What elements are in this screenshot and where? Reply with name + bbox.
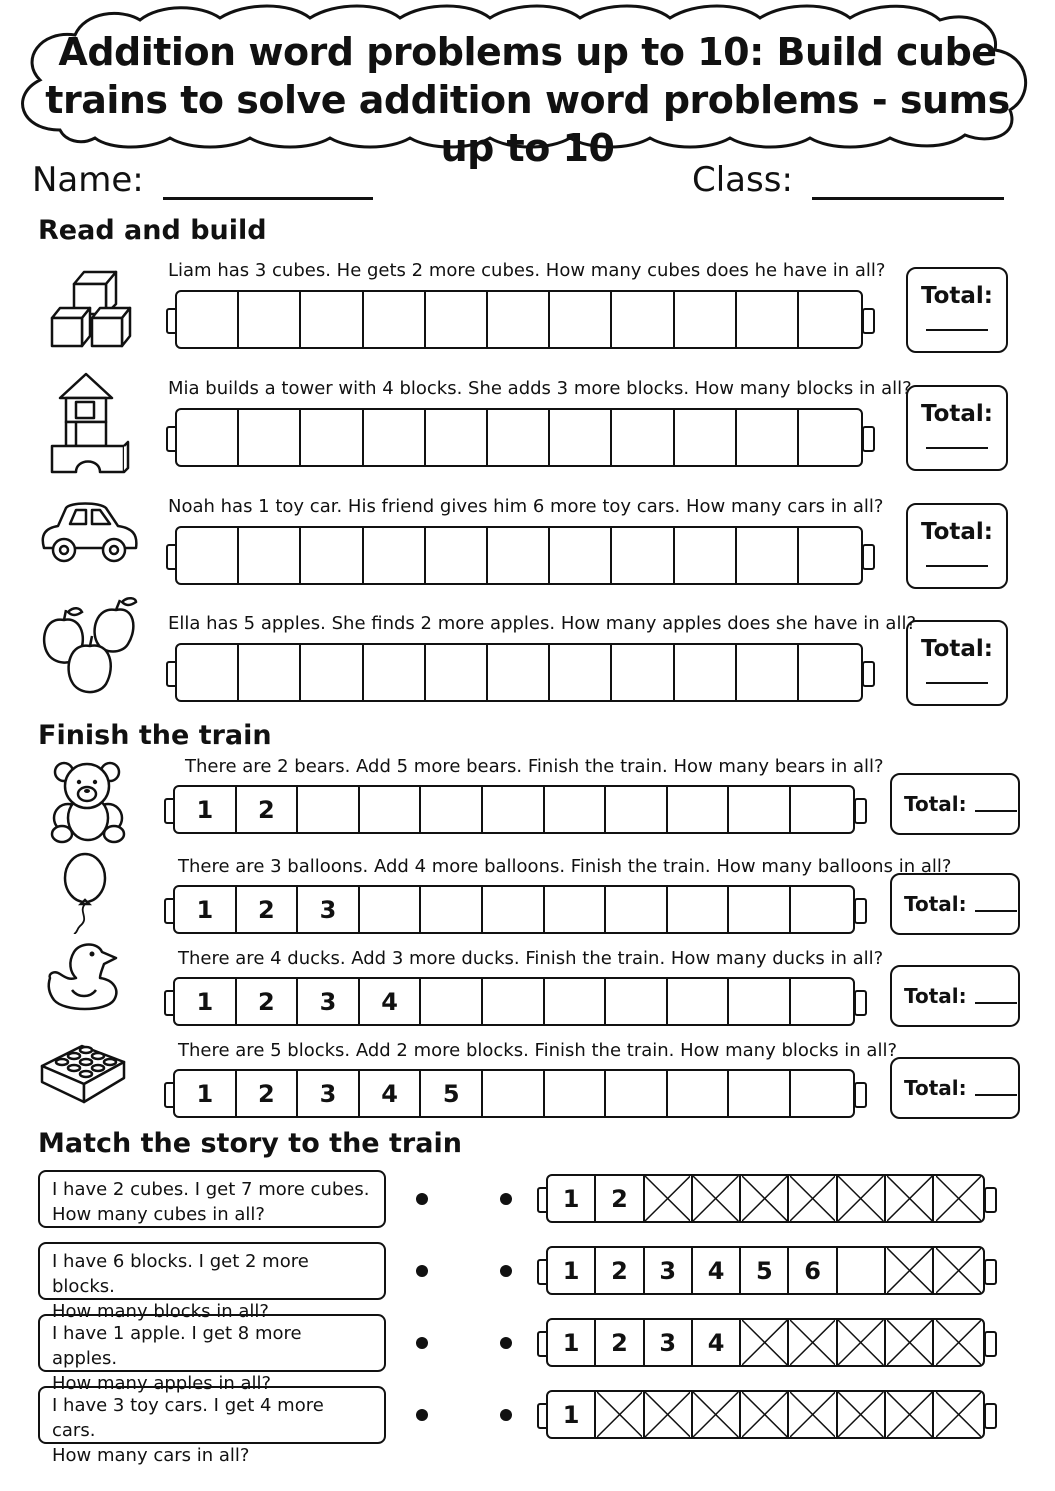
train-cube[interactable] — [729, 887, 791, 932]
read-build-question: Noah has 1 toy car. His friend gives him 6 more toy cars. How many cars in all? — [168, 496, 884, 517]
title-line-1: Addition word problems up to 10: Build cube — [58, 30, 997, 74]
crossed-cube — [645, 1392, 693, 1437]
train-cube[interactable]: 5 — [741, 1248, 789, 1293]
train-cube[interactable]: 2 — [237, 887, 299, 932]
finish-train-train — [173, 977, 855, 1026]
train-cube[interactable] — [421, 787, 483, 832]
train-cube[interactable]: 3 — [645, 1248, 693, 1293]
train-cube[interactable] — [488, 645, 550, 700]
story-match-dot[interactable] — [416, 1265, 428, 1277]
class-label: Class: — [692, 160, 793, 200]
finish-train-question: There are 3 balloons. Add 4 more balloons. Finish the train. How many balloons in all? — [178, 856, 952, 877]
train-cube[interactable] — [668, 787, 730, 832]
read-build-train-right-cap — [862, 661, 875, 687]
finish-train-question: There are 5 blocks. Add 2 more blocks. Finish the train. How many blocks in all? — [178, 1040, 898, 1061]
train-cube[interactable]: 2 — [596, 1248, 644, 1293]
train-cube[interactable] — [483, 887, 545, 932]
total-box[interactable] — [906, 620, 1008, 706]
name-field — [32, 160, 373, 200]
match-train — [546, 1174, 985, 1223]
teddy-bear-icon — [48, 760, 128, 844]
match-train-right-cap — [984, 1403, 997, 1429]
read-build-train — [175, 526, 863, 585]
class-blank-line[interactable] — [812, 167, 1004, 200]
read-build-train-right-cap — [862, 426, 875, 452]
train-cube[interactable] — [488, 410, 550, 465]
train-cube[interactable] — [364, 410, 426, 465]
train-cube[interactable] — [239, 410, 301, 465]
train-cube[interactable] — [360, 787, 422, 832]
train-cube[interactable]: 2 — [596, 1176, 644, 1221]
finish-train-train-right-cap — [854, 1082, 867, 1108]
train-cube[interactable] — [606, 787, 668, 832]
train-cube[interactable]: 4 — [693, 1320, 741, 1365]
train-cube[interactable]: 6 — [789, 1248, 837, 1293]
story-line-1: I have 2 cubes. I get 7 more cubes. — [52, 1179, 370, 1200]
train-cube[interactable] — [550, 410, 612, 465]
train-cube[interactable] — [426, 645, 488, 700]
total-label: Total: — [904, 984, 967, 1008]
train-cube[interactable]: 4 — [360, 979, 422, 1024]
train-cube[interactable] — [612, 528, 674, 583]
train-cube[interactable] — [791, 979, 853, 1024]
total-answer-line[interactable] — [975, 910, 1017, 912]
train-cube[interactable]: 3 — [298, 887, 360, 932]
train-match-dot[interactable] — [500, 1409, 512, 1421]
crossed-cube — [886, 1320, 934, 1365]
train-cube[interactable] — [550, 292, 612, 347]
train-cube[interactable] — [550, 645, 612, 700]
train-cube[interactable] — [737, 645, 799, 700]
train-cube[interactable] — [791, 887, 853, 932]
train-cube[interactable]: 1 — [175, 787, 237, 832]
read-build-train — [175, 643, 863, 702]
train-cube[interactable] — [668, 979, 730, 1024]
story-line-2: How many apples in all? — [52, 1373, 272, 1394]
train-cube[interactable]: 2 — [237, 787, 299, 832]
crossed-cube — [886, 1392, 934, 1437]
total-answer-line[interactable] — [926, 447, 988, 449]
train-cube[interactable] — [737, 528, 799, 583]
train-cube[interactable] — [545, 979, 607, 1024]
train-cube[interactable] — [799, 645, 861, 700]
total-box[interactable] — [890, 873, 1020, 935]
crossed-cube — [934, 1320, 982, 1365]
total-label: Total: — [920, 636, 994, 662]
train-cube[interactable] — [612, 645, 674, 700]
finish-train-train — [173, 885, 855, 934]
train-cube[interactable]: 5 — [421, 1071, 483, 1116]
total-box[interactable] — [890, 773, 1020, 835]
train-cube[interactable] — [239, 645, 301, 700]
train-match-dot[interactable] — [500, 1265, 512, 1277]
total-box[interactable] — [890, 1057, 1020, 1119]
crossed-cube — [838, 1320, 886, 1365]
crossed-cube — [886, 1248, 934, 1293]
total-label: Total: — [904, 892, 967, 916]
story-card — [38, 1314, 386, 1394]
train-cube[interactable]: 1 — [548, 1320, 596, 1365]
train-cube[interactable] — [791, 1071, 853, 1116]
finish-train-train — [173, 1069, 855, 1118]
finish-train-train-right-cap — [854, 898, 867, 924]
rubber-duck-icon — [44, 938, 124, 1014]
train-cube[interactable] — [737, 410, 799, 465]
train-cube[interactable]: 3 — [298, 1071, 360, 1116]
story-line-2: How many cubes in all? — [52, 1204, 265, 1225]
train-cube[interactable] — [301, 528, 363, 583]
total-label: Total: — [904, 1076, 967, 1100]
train-cube[interactable] — [298, 787, 360, 832]
story-card — [38, 1386, 386, 1466]
train-cube[interactable] — [729, 787, 791, 832]
crossed-cube — [596, 1392, 644, 1437]
finish-train-train-right-cap — [854, 798, 867, 824]
train-cube[interactable]: 1 — [175, 887, 237, 932]
train-cube[interactable] — [799, 528, 861, 583]
train-cube[interactable]: 4 — [360, 1071, 422, 1116]
train-cube[interactable] — [606, 887, 668, 932]
read-build-question: Ella has 5 apples. She finds 2 more apples. How many apples does she have in all? — [168, 613, 917, 634]
train-cube[interactable] — [488, 292, 550, 347]
train-cube[interactable]: 1 — [548, 1248, 596, 1293]
crossed-cube — [789, 1320, 837, 1365]
finish-train-train — [173, 785, 855, 834]
train-cube[interactable] — [799, 292, 861, 347]
crossed-cube — [789, 1176, 837, 1221]
read-build-train-right-cap — [862, 308, 875, 334]
train-cube[interactable] — [364, 645, 426, 700]
total-label: Total: — [920, 283, 994, 309]
story-match-dot[interactable] — [416, 1337, 428, 1349]
match-train — [546, 1318, 985, 1367]
train-cube[interactable] — [360, 887, 422, 932]
train-cube[interactable]: 3 — [298, 979, 360, 1024]
train-cube[interactable] — [545, 1071, 607, 1116]
train-cube[interactable] — [612, 292, 674, 347]
train-cube[interactable] — [177, 292, 239, 347]
train-cube[interactable] — [675, 292, 737, 347]
train-cube[interactable] — [545, 887, 607, 932]
total-answer-line[interactable] — [926, 329, 988, 331]
section-read-build-heading: Read and build — [38, 215, 267, 246]
train-cube[interactable] — [612, 410, 674, 465]
train-cube[interactable] — [426, 528, 488, 583]
section-finish-train-heading: Finish the train — [38, 720, 272, 751]
crossed-cube — [645, 1176, 693, 1221]
train-cube[interactable]: 1 — [548, 1392, 596, 1437]
match-train-right-cap — [984, 1331, 997, 1357]
match-train-right-cap — [984, 1259, 997, 1285]
train-cube[interactable] — [483, 787, 545, 832]
crossed-cube — [741, 1320, 789, 1365]
total-label: Total: — [920, 401, 994, 427]
train-cube[interactable] — [421, 979, 483, 1024]
train-cube[interactable] — [668, 1071, 730, 1116]
total-box[interactable] — [906, 267, 1008, 353]
train-cube[interactable] — [791, 787, 853, 832]
train-cube[interactable] — [675, 645, 737, 700]
name-label: Name: — [32, 160, 144, 200]
total-box[interactable] — [906, 503, 1008, 589]
train-cube[interactable] — [483, 1071, 545, 1116]
crossed-cube — [741, 1176, 789, 1221]
read-build-train-right-cap — [862, 544, 875, 570]
crossed-cube — [693, 1392, 741, 1437]
train-cube[interactable]: 1 — [175, 979, 237, 1024]
crossed-cube — [693, 1176, 741, 1221]
train-cube[interactable] — [729, 979, 791, 1024]
match-train-right-cap — [984, 1187, 997, 1213]
finish-train-question: There are 2 bears. Add 5 more bears. Finish the train. How many bears in all? — [185, 756, 884, 777]
train-cube[interactable] — [177, 410, 239, 465]
read-build-train — [175, 408, 863, 467]
train-cube[interactable]: 2 — [596, 1320, 644, 1365]
crossed-cube — [886, 1176, 934, 1221]
story-line-1: I have 1 apple. I get 8 more apples. — [52, 1323, 302, 1369]
train-match-dot[interactable] — [500, 1193, 512, 1205]
match-train — [546, 1246, 985, 1295]
page-title — [30, 28, 1025, 172]
train-cube[interactable] — [301, 645, 363, 700]
section-match-heading: Match the story to the train — [38, 1128, 462, 1159]
train-cube[interactable]: 3 — [645, 1320, 693, 1365]
balloon-icon — [60, 852, 112, 934]
total-answer-line[interactable] — [975, 810, 1017, 812]
train-cube[interactable] — [364, 528, 426, 583]
block-tower-icon — [48, 372, 132, 476]
crossed-cube — [934, 1248, 982, 1293]
total-answer-line[interactable] — [975, 1002, 1017, 1004]
match-train — [546, 1390, 985, 1439]
story-line-2: How many blocks in all? — [52, 1301, 269, 1322]
story-match-dot[interactable] — [416, 1409, 428, 1421]
train-cube[interactable] — [177, 645, 239, 700]
read-build-question: Liam has 3 cubes. He gets 2 more cubes. How many cubes does he have in all? — [168, 260, 886, 281]
read-build-question: Mia builds a tower with 4 blocks. She adds 3 more blocks. How many blocks in all? — [168, 378, 912, 399]
crossed-cube — [838, 1176, 886, 1221]
total-answer-line[interactable] — [975, 1094, 1017, 1096]
train-cube[interactable] — [426, 292, 488, 347]
finish-train-question: There are 4 ducks. Add 3 more ducks. Finish the train. How many ducks in all? — [178, 948, 884, 969]
total-label: Total: — [904, 792, 967, 816]
train-cube[interactable] — [239, 528, 301, 583]
train-cube[interactable] — [177, 528, 239, 583]
story-card — [38, 1170, 386, 1228]
train-cube[interactable] — [675, 410, 737, 465]
name-blank-line[interactable] — [163, 167, 373, 200]
finish-train-train-right-cap — [854, 990, 867, 1016]
train-cube[interactable]: 2 — [237, 979, 299, 1024]
cubes-icon — [46, 266, 136, 350]
train-cube[interactable] — [301, 292, 363, 347]
train-cube[interactable]: 4 — [693, 1248, 741, 1293]
train-cube[interactable]: 1 — [548, 1176, 596, 1221]
story-card — [38, 1242, 386, 1322]
train-cube[interactable] — [545, 787, 607, 832]
train-cube[interactable]: 1 — [175, 1071, 237, 1116]
crossed-cube — [838, 1392, 886, 1437]
train-cube[interactable] — [301, 410, 363, 465]
total-answer-line[interactable] — [926, 565, 988, 567]
story-line-2: How many cars in all? — [52, 1445, 250, 1466]
train-cube[interactable] — [426, 410, 488, 465]
total-box[interactable] — [890, 965, 1020, 1027]
train-cube[interactable] — [799, 410, 861, 465]
train-cube[interactable] — [668, 887, 730, 932]
train-cube[interactable] — [239, 292, 301, 347]
apples-icon — [38, 596, 142, 700]
class-field — [692, 160, 1004, 200]
story-line-1: I have 3 toy cars. I get 4 more cars. — [52, 1395, 324, 1441]
train-cube[interactable] — [838, 1248, 886, 1293]
story-line-1: I have 6 blocks. I get 2 more blocks. — [52, 1251, 309, 1297]
train-cube[interactable] — [606, 1071, 668, 1116]
train-cube[interactable] — [550, 528, 612, 583]
crossed-cube — [934, 1392, 982, 1437]
read-build-train — [175, 290, 863, 349]
train-cube[interactable] — [421, 887, 483, 932]
train-cube[interactable] — [675, 528, 737, 583]
total-box[interactable] — [906, 385, 1008, 471]
lego-brick-icon — [38, 1032, 128, 1104]
total-label: Total: — [920, 519, 994, 545]
train-cube[interactable] — [364, 292, 426, 347]
crossed-cube — [741, 1392, 789, 1437]
train-cube[interactable] — [737, 292, 799, 347]
crossed-cube — [789, 1392, 837, 1437]
total-answer-line[interactable] — [926, 682, 988, 684]
train-cube[interactable] — [483, 979, 545, 1024]
toy-car-icon — [38, 498, 142, 570]
train-match-dot[interactable] — [500, 1337, 512, 1349]
story-match-dot[interactable] — [416, 1193, 428, 1205]
train-cube[interactable] — [729, 1071, 791, 1116]
train-cube[interactable]: 2 — [237, 1071, 299, 1116]
train-cube[interactable] — [606, 979, 668, 1024]
train-cube[interactable] — [488, 528, 550, 583]
crossed-cube — [934, 1176, 982, 1221]
title-line-2: trains to solve addition word problems - sums up to 10 — [45, 78, 1010, 170]
